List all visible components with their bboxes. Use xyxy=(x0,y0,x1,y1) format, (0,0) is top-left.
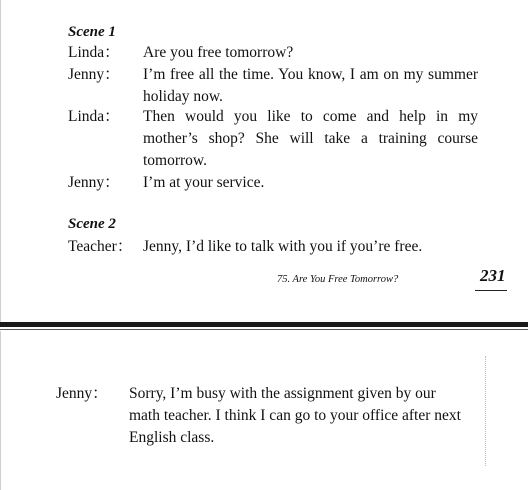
speaker-linda-2: Linda： xyxy=(68,108,120,125)
speaker-jenny-3: Jenny： xyxy=(56,385,108,402)
scene-1-title: Scene 1 xyxy=(68,24,116,40)
speech-linda-1: Are you free tomorrow? xyxy=(143,44,294,61)
running-footer-title: 75. Are You Free Tomorrow? xyxy=(277,274,399,285)
speech-linda-2: Then would you like to come and help in my mother’s shop? She will take a training course tomorrow. xyxy=(143,108,478,169)
page-number: 231 xyxy=(480,266,506,285)
speaker-jenny-2: Jenny： xyxy=(68,174,120,191)
speech-jenny-3: Sorry, I’m busy with the assignment given by our math teacher. I think I can go to your office after next English class. xyxy=(129,385,461,446)
scene-2-title: Scene 2 xyxy=(68,216,116,232)
speaker-jenny-1: Jenny： xyxy=(68,66,120,83)
speech-jenny-1: I’m free all the time. You know, I am on my summer holiday now. xyxy=(143,66,478,105)
speaker-linda-1: Linda： xyxy=(68,44,120,61)
page-number-underline xyxy=(475,290,507,291)
page-divider xyxy=(0,322,528,327)
scan-speckle xyxy=(485,356,487,466)
page-divider-thin xyxy=(0,329,528,330)
speech-jenny-2: I’m at your service. xyxy=(143,174,265,191)
speaker-teacher: Teacher： xyxy=(68,238,133,255)
speech-teacher: Jenny, I’d like to talk with you if you’re free. xyxy=(143,238,423,255)
page-lower xyxy=(0,331,528,490)
